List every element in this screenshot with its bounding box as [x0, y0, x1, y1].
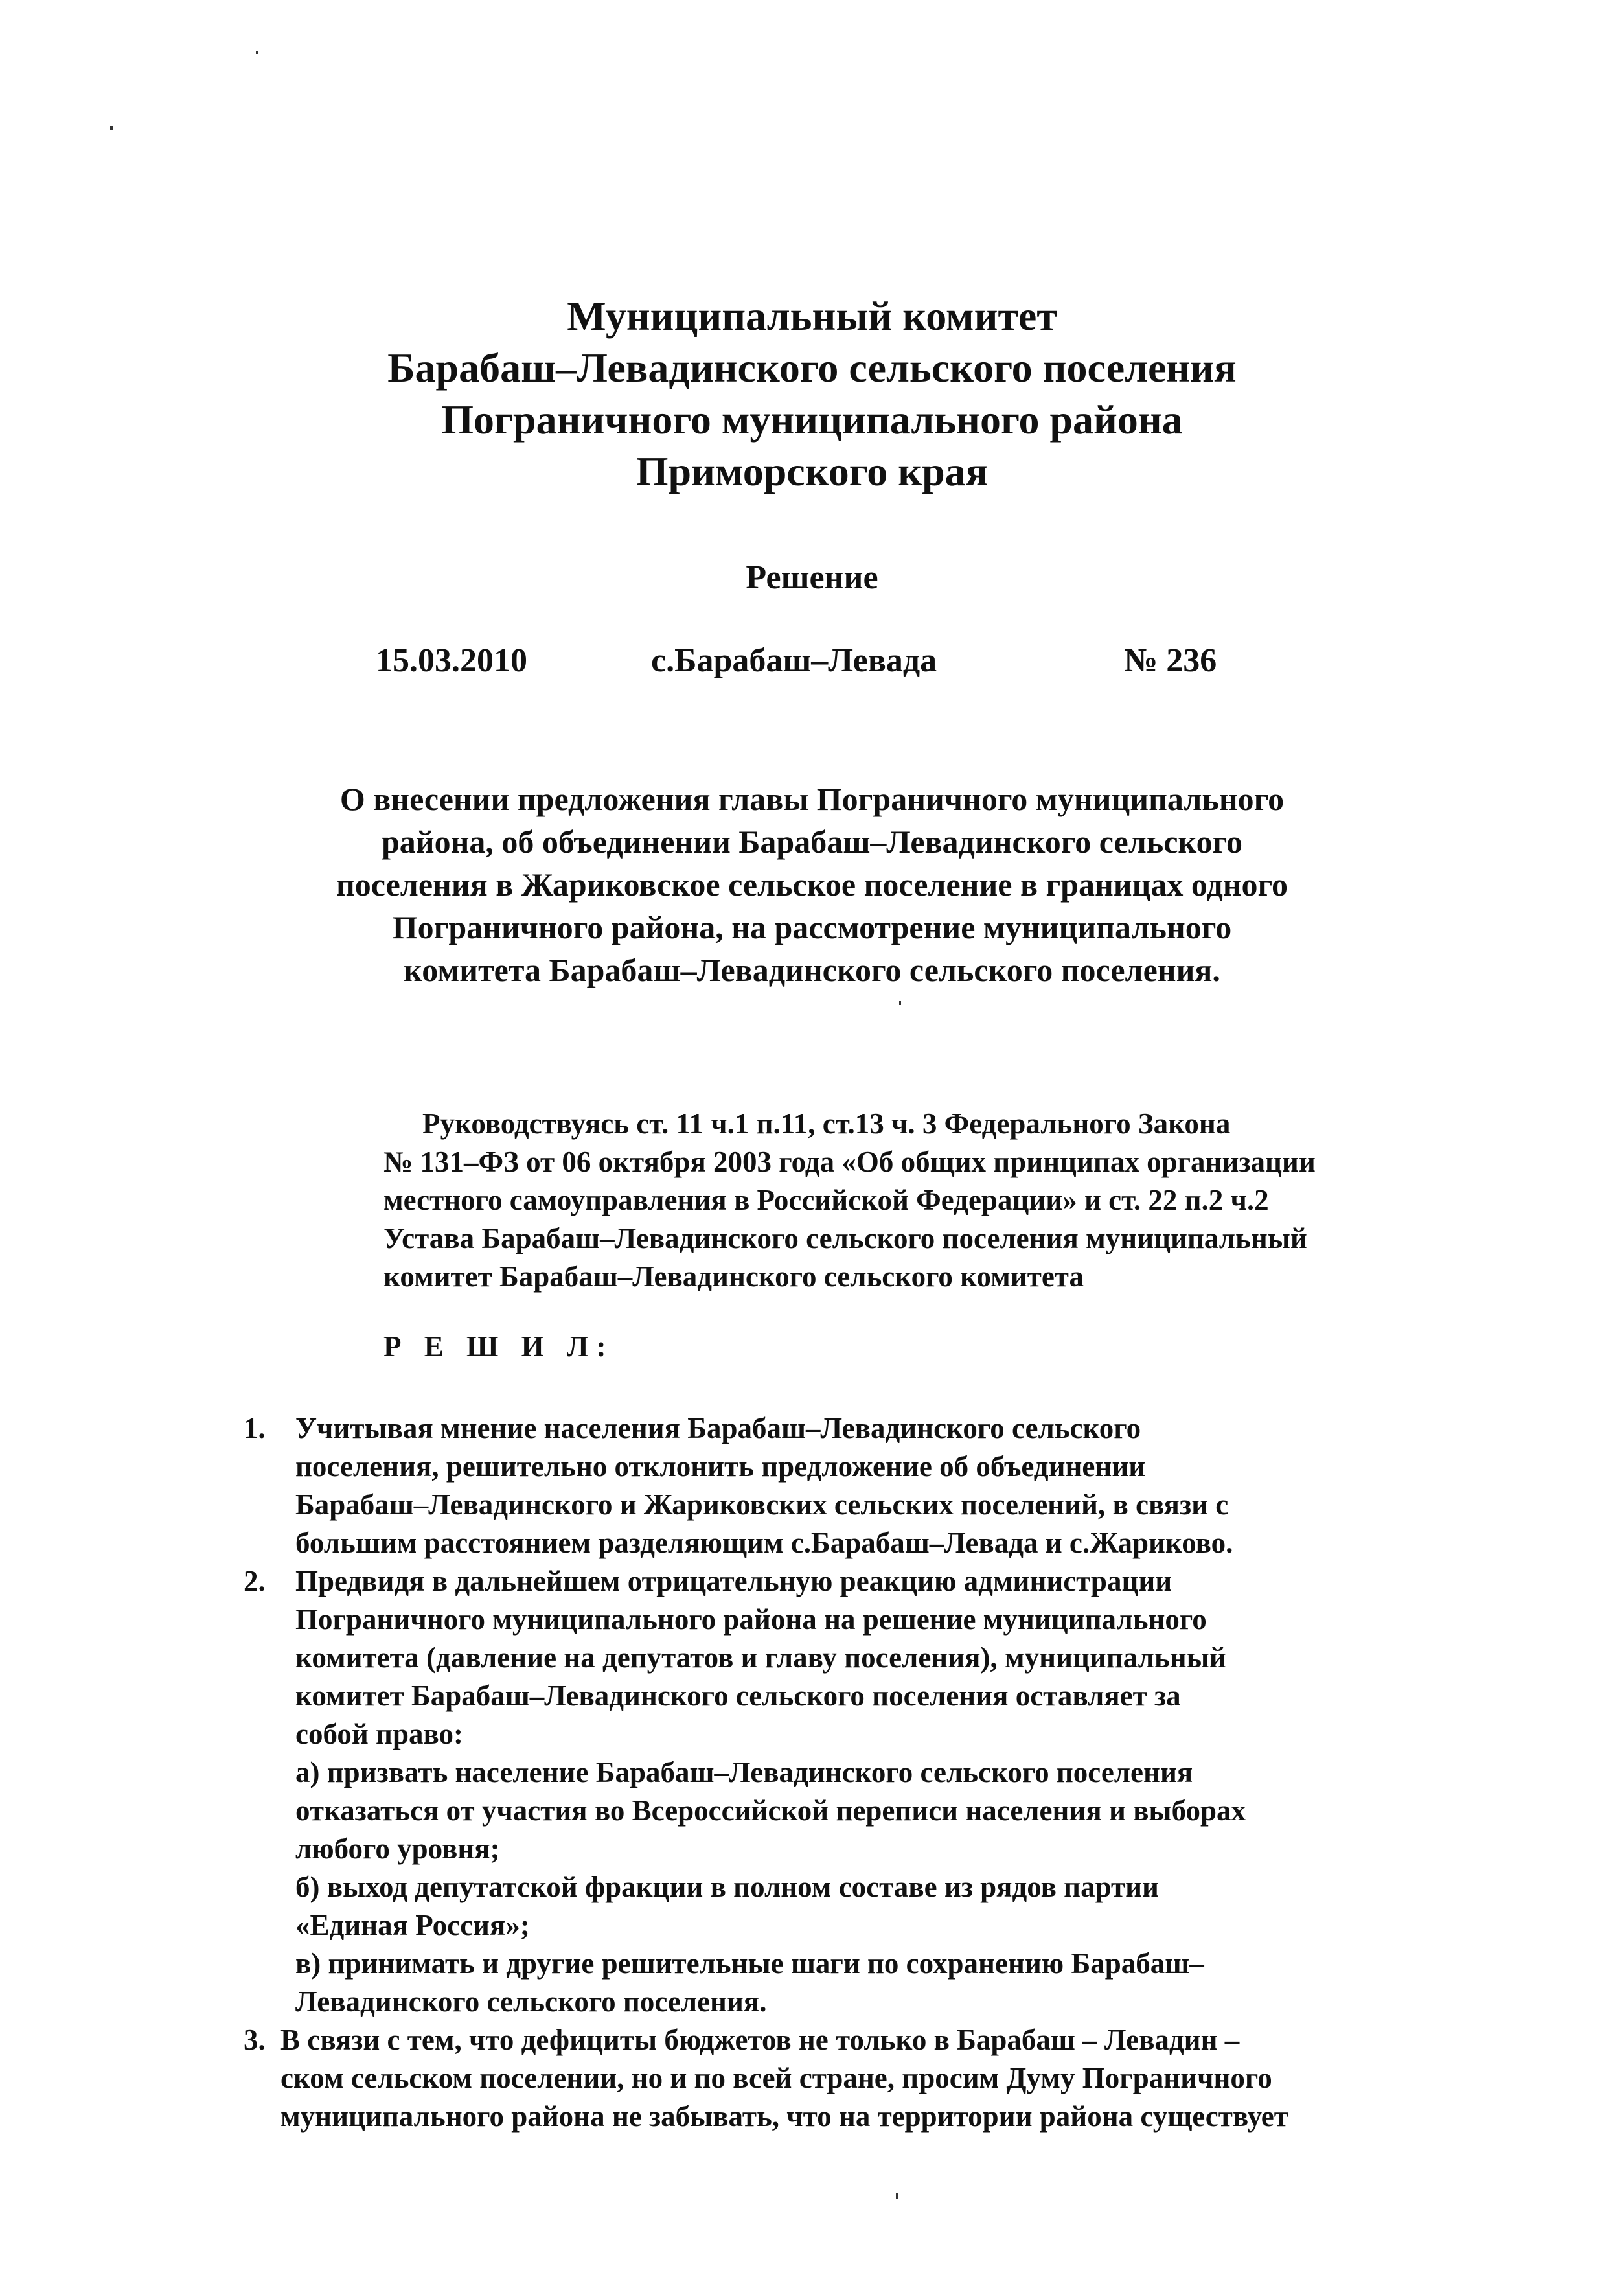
preamble-line: Руководствуясь ст. 11 ч.1 п.11, ст.13 ч. 3 Федерального Закона	[422, 1107, 1231, 1140]
item-line: Барабаш–Левадинского и Жариковских сельских поселений, в связи с	[295, 1488, 1229, 1521]
subject-line: комитета Барабаш–Левадинского сельского поселения.	[404, 952, 1220, 988]
preamble-line: комитет Барабаш–Левадинского сельского комитета	[383, 1260, 1084, 1293]
item-number: 1.	[244, 1412, 266, 1444]
item-line: Левадинского сельского поселения.	[295, 1985, 767, 2018]
decision-subject	[0, 778, 1624, 991]
resolution-item-1	[244, 1409, 1442, 1562]
item-number: 2.	[244, 1565, 266, 1597]
preamble-line: Устава Барабаш–Левадинского сельского поселения муниципальный	[383, 1222, 1307, 1254]
item-line: любого уровня;	[295, 1832, 500, 1865]
decision-number: № 236	[1124, 642, 1217, 679]
resolution-items	[244, 1409, 1442, 2136]
header-line: Пограничного муниципального района	[441, 397, 1183, 443]
preamble-line: № 131–ФЗ от 06 октября 2003 года «Об общих принципах организации	[383, 1146, 1316, 1178]
item-line: ском сельском поселении, но и по всей стране, просим Думу Пограничного	[280, 2062, 1272, 2094]
scan-speck	[110, 126, 113, 130]
item-line: комитета (давление на депутатов и главу поселения), муниципальный	[295, 1641, 1226, 1674]
item-number: 3.	[244, 2024, 266, 2056]
decision-date: 15.03.2010	[376, 642, 527, 679]
preamble-line: местного самоуправления в Российской Федерации» и ст. 22 п.2 ч.2	[383, 1184, 1269, 1216]
item-line: собой право:	[295, 1718, 463, 1750]
issuing-body-header	[0, 290, 1624, 498]
resolution-item-3	[244, 2021, 1442, 2136]
header-line: Муниципальный комитет	[567, 293, 1057, 339]
subject-line: района, об объединении Барабаш–Левадинского сельского	[381, 824, 1243, 860]
item-line: большим расстоянием разделяющим с.Барабаш–Левада и с.Жариково.	[295, 1527, 1233, 1559]
item-line: муниципального района не забывать, что на территории района существует	[280, 2100, 1288, 2133]
decision-place: с.Барабаш–Левада	[651, 642, 937, 679]
resolved-label: Р Е Ш И Л:	[383, 1330, 614, 1363]
sub-item-b: б) выход депутатской фракции в полном составе из рядов партии	[295, 1871, 1159, 1903]
header-line: Приморского края	[635, 448, 989, 494]
scan-speck	[899, 1001, 901, 1005]
sub-item-a: а) призвать население Барабаш–Левадинского сельского поселения	[295, 1756, 1193, 1788]
subject-line: О внесении предложения главы Пограничного муниципального	[339, 781, 1285, 817]
scan-speck	[896, 2193, 898, 2199]
item-line: «Единая Россия»;	[295, 1909, 530, 1941]
item-line: отказаться от участия во Всероссийской переписи населения и выборах	[295, 1794, 1246, 1827]
header-line: Барабаш–Левадинского сельского поселения	[387, 345, 1237, 391]
subject-line: поселения в Жариковское сельское поселение в границах одного	[336, 866, 1288, 903]
sub-item-c: в) принимать и другие решительные шаги по сохранению Барабаш–	[295, 1947, 1204, 1980]
scan-speck	[256, 51, 258, 54]
item-line: поселения, решительно отклонить предложение об объединении	[295, 1450, 1146, 1483]
preamble-paragraph	[383, 1105, 1394, 1296]
item-line: В связи с тем, что дефициты бюджетов не только в Барабаш – Левадин –	[280, 2024, 1240, 2056]
item-line: Предвидя в дальнейшем отрицательную реакцию администрации	[295, 1565, 1172, 1597]
resolution-item-2	[244, 1562, 1442, 2021]
item-line: Пограничного муниципального района на решение муниципального	[295, 1603, 1207, 1636]
item-line: Учитывая мнение населения Барабаш–Левадинского сельского	[295, 1412, 1141, 1444]
document-type-title: Решение	[746, 559, 878, 596]
item-line: комитет Барабаш–Левадинского сельского поселения оставляет за	[295, 1680, 1181, 1712]
subject-line: Пограничного района, на рассмотрение муниципального	[392, 909, 1232, 945]
